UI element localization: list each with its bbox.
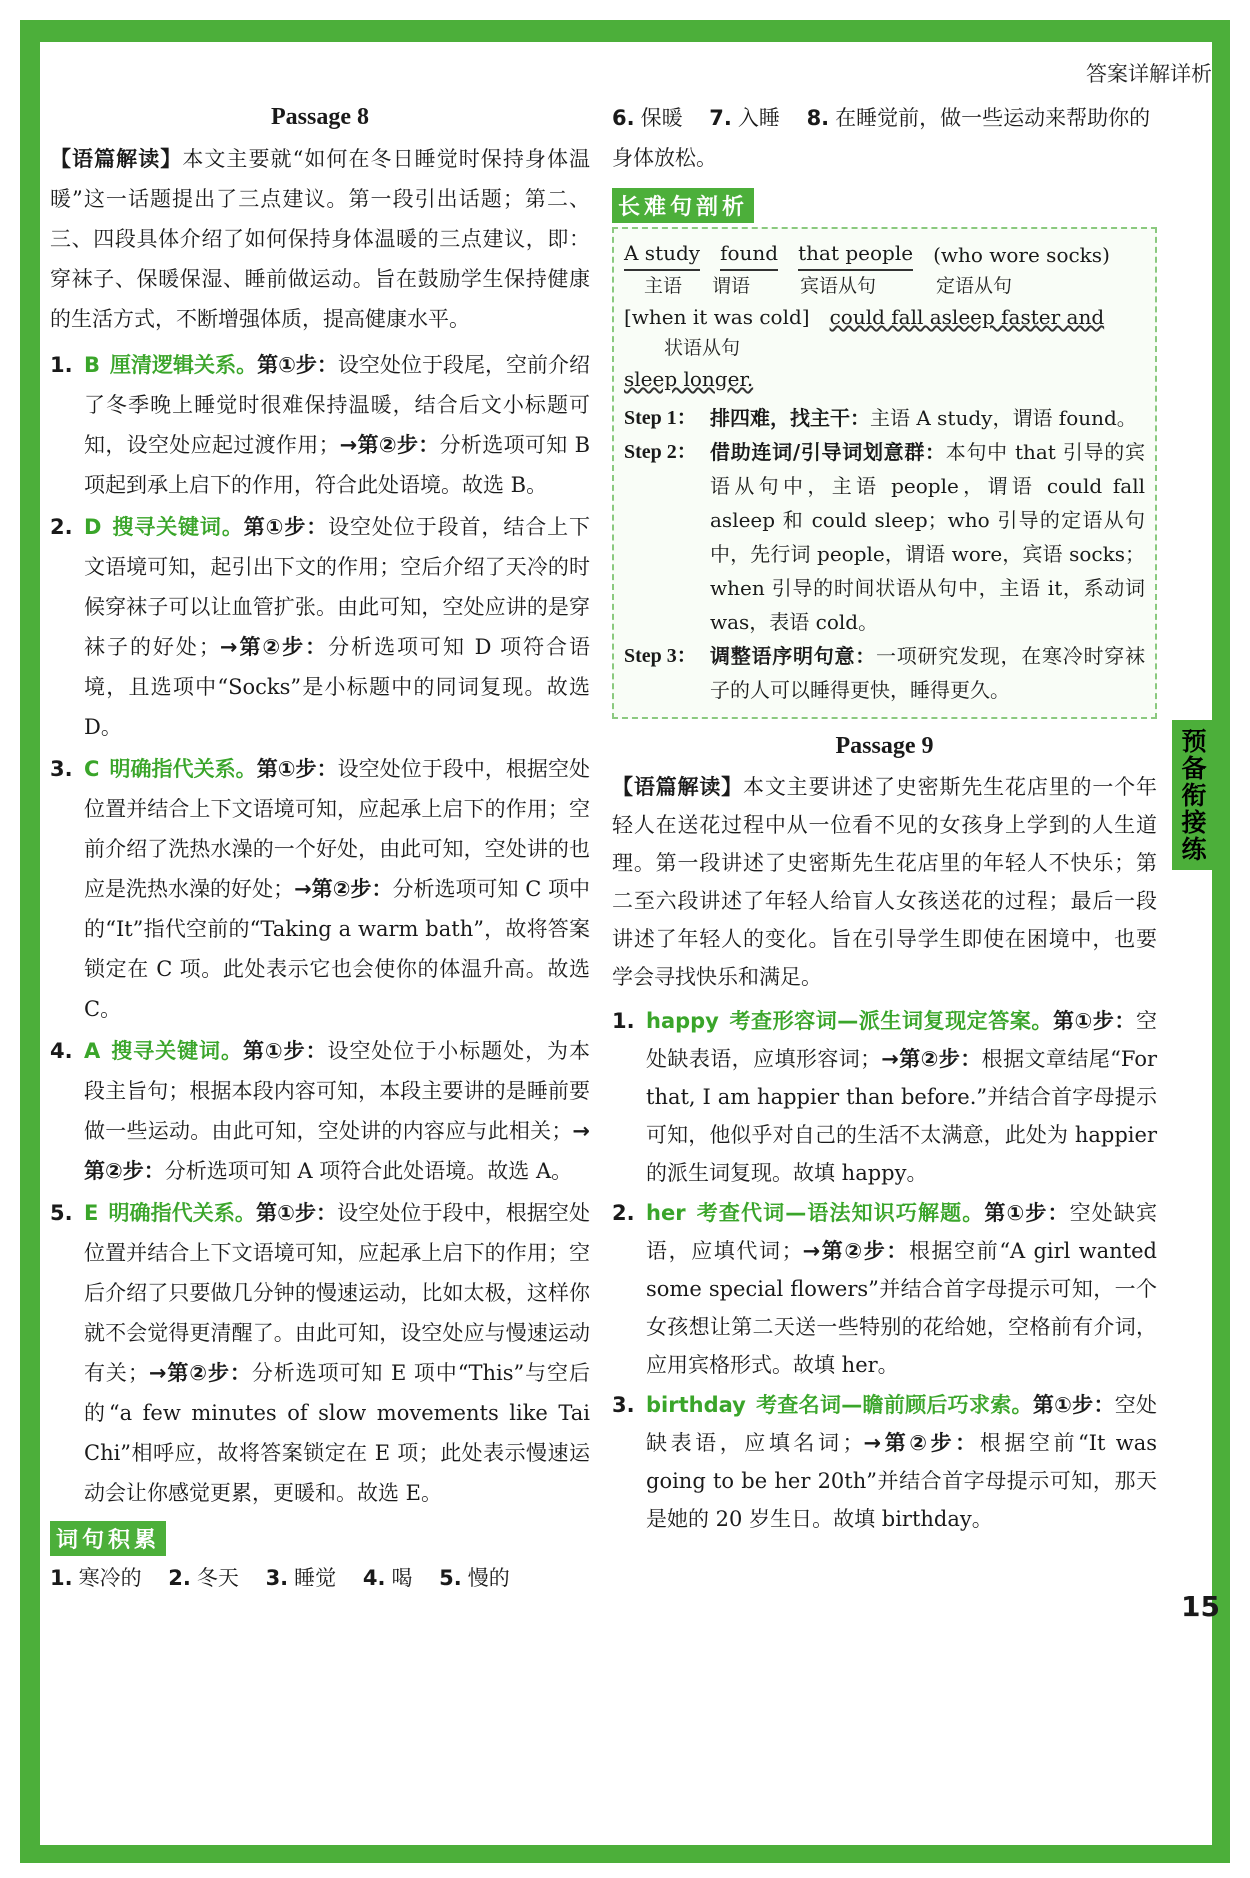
step-marker: →第②步： [339,433,440,457]
vocab-word: 保暖 [640,106,683,130]
step-marker: 第①步： [257,353,338,377]
answer-item [50,1193,590,1513]
passage9-intro-tag: 【语篇解读】 [612,775,743,799]
sentence-part: A study [624,237,700,271]
vocab-number: 5. [439,1566,462,1590]
sentence-analysis-box [612,227,1157,719]
sentence-part: that people [798,237,913,271]
step-text: 本句中 that 引导的宾语从句中，主语 people，谓语 could fall asleep 和 could sleep；who 引导的定语从句中，先行词 people，谓语 wore，宾语 socks；when 引导的时间状语从句中，主语 it，系动词 was，表语 cold。 [710,440,1145,634]
step-marker: →第②步： [863,1431,980,1455]
item-number: 4. [50,1039,73,1063]
sentence-part: sleep longer. [624,367,754,391]
right-column [612,98,1157,1540]
page-number: 15 [1181,1590,1220,1623]
answer-value: her [646,1201,686,1225]
passage8-intro-tag: 【语篇解读】 [50,147,183,171]
passage9-intro [612,768,1157,996]
vocab-word: 冬天 [196,1566,239,1590]
explanation-text: 设空处位于段中，根据空处位置并结合上下文语境可知，应起承上启下的作用；空前介绍了洗热水澡的一个好处，由此可知，空处讲的也应是洗热水澡的好处； [84,757,591,901]
answer-value: C [84,757,100,781]
analysis-step [624,639,1145,707]
method-label: 明确指代关系。 [109,757,257,781]
page-frame-bottom [20,1845,1230,1863]
step-heading: 调整语序明句意： [710,644,876,668]
sentence-part: [when it was cold] [624,305,810,329]
item-number: 5. [50,1201,73,1225]
role-label: 主语 [644,275,683,297]
step-marker: 第①步： [256,757,338,781]
vocab-word: 喝 [391,1566,413,1590]
page-frame-right [1212,20,1230,1863]
answer-item [50,749,590,1029]
passage8-intro [50,139,590,339]
page-header: 答案详解详析 [1086,62,1212,86]
vocab-number: 4. [362,1566,386,1590]
method-label: 考查代词—语法知识巧解题。 [695,1201,985,1225]
method-label: 考查形容词—派生词复现定答案。 [728,1009,1053,1033]
explanation-text: 分析选项可知 C 项中的“It”指代空前的“Taking a warm bath”，故将答案锁定在 C 项。此处表示它也会使你的体温升高。故选 C。 [84,877,590,1021]
answer-value: happy [646,1009,719,1033]
step-heading: 借助连词/引导词划意群： [710,440,946,464]
answer-item [50,345,590,505]
item-number: 1. [50,353,73,377]
method-label: 考查名词—瞻前顾后巧求索。 [755,1393,1033,1417]
step-text: 一项研究发现，在寒冷时穿袜子的人可以睡得更快，睡得更久。 [710,644,1145,702]
step-marker: →第②步： [148,1361,252,1385]
sentence-line-2 [624,301,1145,333]
answer-item [50,507,590,747]
explanation-text: 根据空前“It was going to be her 20th”并结合首字母提示可知，那天是她的 20 岁生日。故填 birthday。 [646,1431,1157,1531]
page-frame-top [20,20,1230,42]
answer-item [612,1194,1157,1384]
vocab-list-continued [612,98,1157,178]
section-side-tab: 预备衔接练 [1172,720,1212,870]
vocab-word: 入睡 [737,106,780,130]
sentence-line-3 [624,363,1145,395]
answer-item [50,1031,590,1191]
role-label: 宾语从句 [800,275,877,297]
answer-value: E [84,1201,99,1225]
vocab-section-label: 词句积累 [50,1521,166,1556]
role-label: 谓语 [712,275,751,297]
answer-value: B [84,353,101,377]
role-label: 定语从句 [936,275,1013,297]
passage8-title: Passage 8 [271,104,369,130]
answer-item [612,1386,1157,1538]
explanation-text: 空处缺宾语，应填代词； [646,1201,1158,1263]
passage9-intro-text: 本文主要讲述了史密斯先生花店里的一个年轻人在送花过程中从一位看不见的女孩身上学到的人生道理。第一段讲述了史密斯先生花店里的年轻人不快乐；第二至六段讲述了年轻人给盲人女孩送花的过程；最后一段讲述了年轻人的变化。旨在引导学生即使在困境中，也要学会寻找快乐和满足。 [612,775,1157,989]
sentence-line-1 [624,237,1145,271]
step-heading: 排四难，找主干： [710,406,870,430]
sentence-part: (who wore socks) [933,243,1110,267]
passage9-title: Passage 9 [835,733,934,759]
sentence-part: could fall asleep faster and [829,305,1105,329]
item-number: 2. [50,515,73,539]
step-marker: 第①步： [1052,1009,1137,1033]
explanation-text: 分析选项可知 A 项符合此处语境。故选 A。 [164,1159,573,1183]
step-label: Step 3： [624,645,697,667]
explanation-text: 设空处位于小标题处，为本段主旨句；根据本段内容可知，本段主要讲的是睡前要做一些运动。由此可知，空处讲的内容应与此相关； [84,1039,591,1143]
step-label: Step 2： [624,441,697,463]
method-label: 搜寻关键词。 [110,1039,243,1063]
analysis-step [624,401,1145,435]
step-label: Step 1： [624,407,697,429]
method-label: 厘清逻辑关系。 [110,353,258,377]
answer-value: birthday [646,1393,746,1417]
vocab-word: 在睡觉前，做一些运动来帮助你的身体放松。 [612,106,1151,170]
step-marker: →第②步： [294,877,393,901]
sentence-roles-1 [624,271,1145,301]
answer-value: A [84,1039,101,1063]
explanation-text: 分析选项可知 D 项符合语境，且选项中“Socks”是小标题中的同词复现。故选 D。 [84,635,591,739]
step-marker: 第①步： [242,1039,328,1063]
explanation-text: 设空处位于段尾，空前介绍了冬季晚上睡觉时很难保持温暖，结合后文小标题可知，设空处应起过渡作用； [84,353,591,457]
sentence-part: found [720,237,778,271]
explanation-text: 分析选项可知 B 项起到承上启下的作用，符合此处语境。故选 B。 [84,433,590,497]
role-label: 状语从句 [664,337,741,359]
explanation-text: 空处缺表语，应填名词； [646,1393,1158,1455]
explanation-text: 分析选项可知 E 项中“This”与空后的“a few minutes of slow movements like Tai Chi”相呼应，故将答案锁定在 E 项；此处表示慢速运动会让你感觉更累，更暖和。故选 E。 [84,1361,590,1505]
answer-value: D [84,515,102,539]
step-marker: →第②步： [84,1119,590,1183]
step-text: 主语 A study，谓语 found。 [870,406,1137,430]
step-marker: 第①步： [243,515,329,539]
explanation-text: 设空处位于段首，结合上下文语境可知，起引出下文的作用；空后介绍了天冷的时候穿袜子可以让血管扩张。由此可知，空处应讲的是穿袜子的好处； [84,515,591,659]
step-marker: 第①步： [256,1201,338,1225]
vocab-number: 7. [709,106,732,130]
explanation-text: 空处缺表语，应填形容词； [646,1009,1158,1071]
vocab-number: 3. [265,1566,289,1590]
explanation-text: 根据文章结尾“For that, I am happier than before.”并结合首字母提示可知，他似乎对自己的生活不太满意，此处为 happier 的派生词复现。故填 happy。 [646,1047,1158,1185]
step-marker: →第②步： [219,635,329,659]
vocab-word: 睡觉 [294,1566,337,1590]
vocab-number: 1. [50,1566,73,1590]
vocab-number: 2. [168,1566,191,1590]
method-label: 明确指代关系。 [108,1201,257,1225]
explanation-text: 设空处位于段中，根据空处位置并结合上下文语境可知，应起承上启下的作用；空后介绍了只要做几分钟的慢速运动，比如太极，这样你就不会觉得更清醒了。由此可知，设空处应与慢速运动有关； [84,1201,591,1385]
vocab-word: 慢的 [467,1566,510,1590]
page-frame-left [20,20,40,1860]
vocab-number: 6. [612,106,635,130]
item-number: 3. [612,1393,635,1417]
step-marker: →第②步： [802,1239,909,1263]
step-marker: →第②步： [881,1047,982,1071]
vocab-word: 寒冷的 [78,1566,142,1590]
item-number: 3. [50,757,73,781]
analysis-step [624,435,1145,639]
explanation-text: 根据空前“A girl wanted some special flowers”并结合首字母提示可知，一个女孩想让第二天送一些特别的花给她，空格前有介词，应用宾格形式。故填 her。 [646,1239,1158,1377]
step-marker: 第①步： [1032,1393,1115,1417]
item-number: 1. [612,1009,635,1033]
step-marker: 第①步： [984,1201,1070,1225]
passage8-answer-list [50,345,590,1513]
passage9-answer-list [612,1002,1157,1538]
sentence-analysis-label: 长难句剖析 [612,188,754,223]
passage8-intro-text: 本文主要就“如何在冬日睡觉时保持身体温暖”这一话题提出了三点建议。第一段引出话题；第二、三、四段具体介绍了如何保持身体温暖的三点建议，即：穿袜子、保暖保湿、睡前做运动。旨在鼓励学生保持健康的生活方式，不断增强体质，提高健康水平。 [50,147,591,331]
method-label: 搜寻关键词。 [111,515,244,539]
vocab-list [50,1556,590,1600]
sentence-roles-2 [624,333,1145,363]
left-column [50,98,590,1600]
vocab-number: 8. [806,106,830,130]
answer-item [612,1002,1157,1192]
item-number: 2. [612,1201,635,1225]
